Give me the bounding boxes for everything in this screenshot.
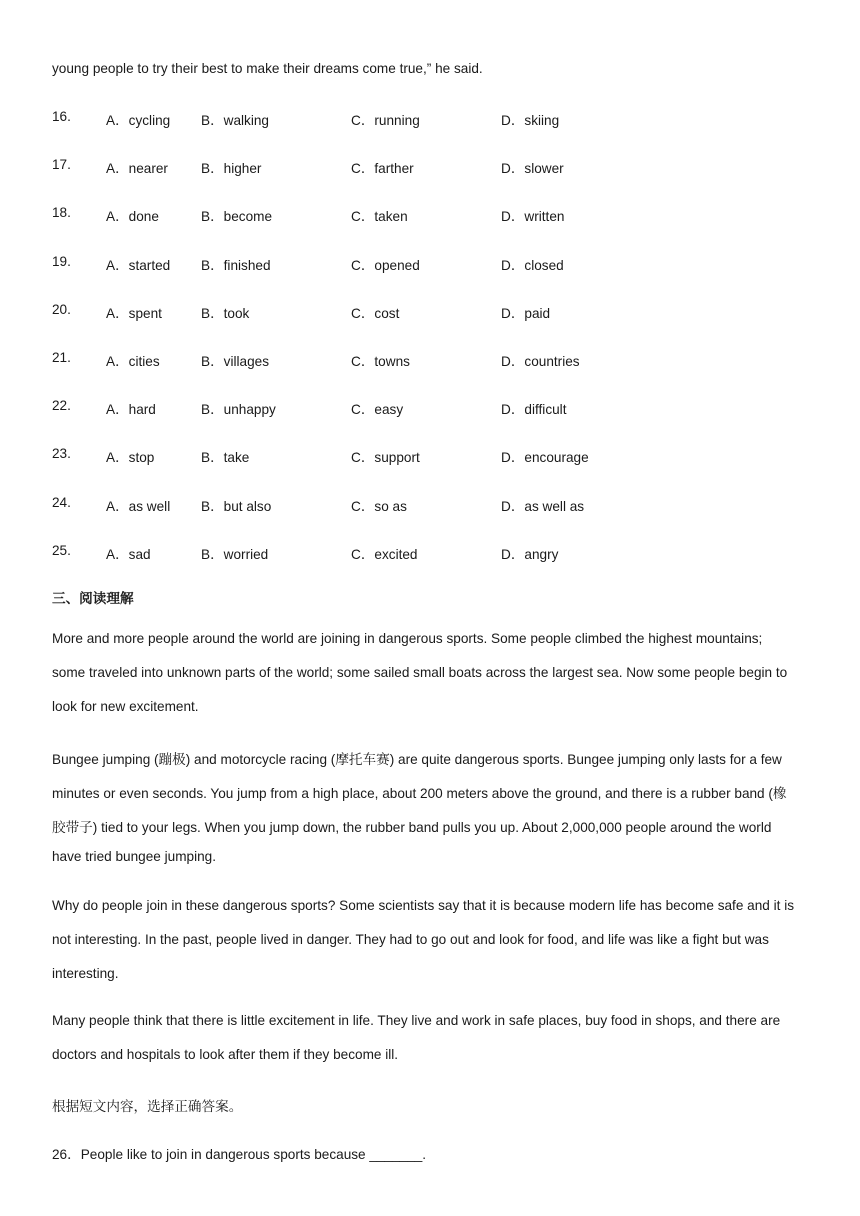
question-number: 16. xyxy=(52,109,71,124)
paragraph-line: interesting. xyxy=(52,965,119,981)
option-d: D．skiing xyxy=(501,113,560,128)
option-c: C．running xyxy=(351,113,420,128)
option-d: D．difficult xyxy=(501,402,567,418)
option-d: D．paid xyxy=(501,305,551,321)
question-number: 21. xyxy=(52,350,71,365)
question-number: 20. xyxy=(52,301,71,317)
option-d: D．angry xyxy=(501,546,559,562)
question-number: 19. xyxy=(52,253,71,269)
option-d: D．slower xyxy=(501,161,564,177)
section-heading: 三、阅读理解 xyxy=(52,591,134,606)
option-c: C．opened xyxy=(351,257,420,273)
option-d: D．closed xyxy=(501,257,564,273)
option-a: A．sad xyxy=(106,546,151,562)
question-number: 18. xyxy=(52,205,71,221)
paragraph-line: Many people think that there is little excitement in life. They live and work in safe places, buy food in shops, and there are xyxy=(52,1013,781,1028)
paragraph-line: 胶带子) tied to your legs. When you jump down, the rubber band pulls you up. About 2,000,000 people around the world xyxy=(52,819,772,835)
option-d: D．written xyxy=(501,209,565,225)
paragraph-line: not interesting. In the past, people lived in danger. They had to go out and look for food, and life was like a fight but was xyxy=(52,931,769,947)
option-a: A．done xyxy=(106,209,159,225)
option-c: C．easy xyxy=(351,402,404,418)
option-b: B．higher xyxy=(201,161,262,177)
paragraph-line: look for new excitement. xyxy=(52,698,199,714)
option-c: C．farther xyxy=(351,161,414,177)
paragraph-line: Why do people join in these dangerous sports? Some scientists say that it is because modern life has become safe and it is xyxy=(52,898,795,913)
option-a: A．as well xyxy=(106,498,171,514)
option-c: C．taken xyxy=(351,209,408,225)
paragraph-line: doctors and hospitals to look after them if they become ill. xyxy=(52,1046,399,1062)
option-a: A．spent xyxy=(106,305,162,321)
option-d: D．countries xyxy=(501,354,580,369)
paragraph-line: More and more people around the world are joining in dangerous sports. Some people climbed the highest mountains; xyxy=(52,631,763,646)
option-b: B．but also xyxy=(201,498,272,514)
option-c: C．support xyxy=(351,450,420,466)
option-c: C．excited xyxy=(351,546,418,562)
question-number: 23. xyxy=(52,446,71,462)
option-c: C．so as xyxy=(351,498,407,514)
option-d: D．encourage xyxy=(501,450,589,466)
paragraph-line: have tried bungee jumping. xyxy=(52,849,216,865)
question-number: 24. xyxy=(52,494,71,510)
option-b: B．unhappy xyxy=(201,402,276,418)
option-b: B．walking xyxy=(201,113,269,128)
question-number: 22. xyxy=(52,398,71,414)
paragraph-line: minutes or even seconds. You jump from a high place, about 200 meters above the ground, and there is a rubber band (橡 xyxy=(52,785,787,801)
option-c: C．cost xyxy=(351,305,400,321)
option-b: B．become xyxy=(201,209,273,225)
option-a: A．nearer xyxy=(106,161,168,177)
paragraph-line: Bungee jumping (蹦极) and motorcycle racing (摩托车赛) are quite dangerous sports. Bungee jumping only lasts for a few xyxy=(52,752,782,767)
question-26: 26．People like to join in dangerous sports because _______. xyxy=(52,1147,427,1162)
paragraph-line: some traveled into unknown parts of the world; some sailed small boats across the largest sea. Now some people begin to xyxy=(52,664,788,680)
option-a: A．stop xyxy=(106,450,155,466)
question-number: 25. xyxy=(52,542,71,558)
option-d: D．as well as xyxy=(501,498,585,514)
option-b: B．took xyxy=(201,305,250,321)
option-a: A．cities xyxy=(106,354,160,369)
option-a: A．hard xyxy=(106,402,156,418)
option-b: B．worried xyxy=(201,546,269,562)
option-b: B．take xyxy=(201,450,250,466)
question-number: 17. xyxy=(52,157,71,173)
option-a: A．cycling xyxy=(106,113,171,128)
instruction-line: 根据短文内容，选择正确答案。 xyxy=(52,1099,243,1114)
option-a: A．started xyxy=(106,257,171,273)
option-b: B．finished xyxy=(201,257,271,273)
option-b: B．villages xyxy=(201,354,269,369)
option-c: C．towns xyxy=(351,354,410,369)
intro-line: young people to try their best to make their dreams come true,” he said. xyxy=(52,61,483,76)
